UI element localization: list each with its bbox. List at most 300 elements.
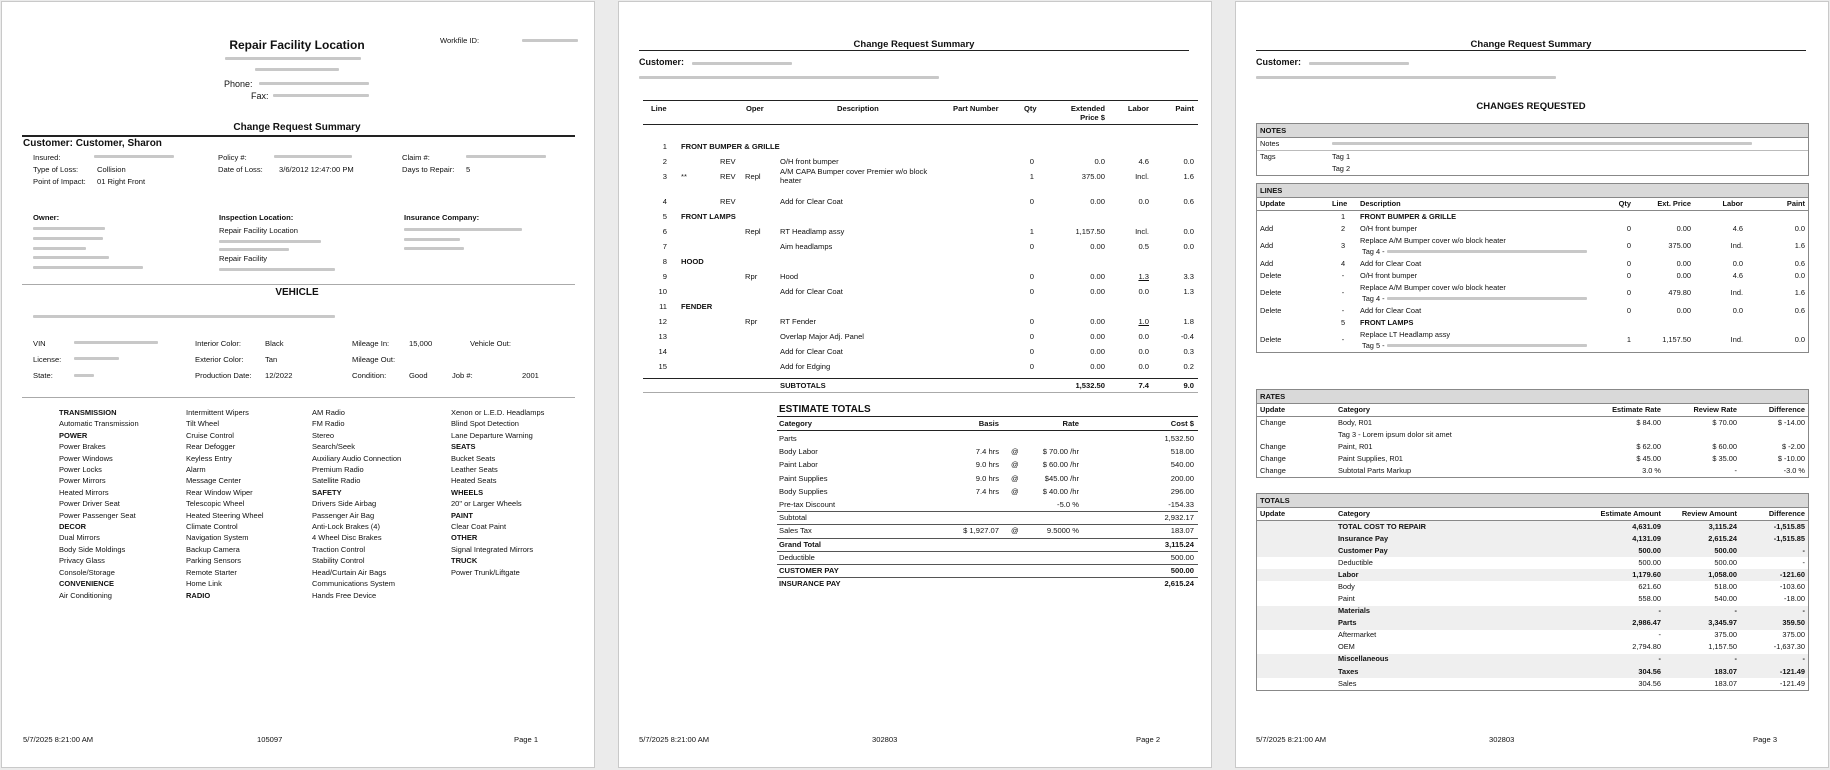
line-description: Aim headlamps xyxy=(780,242,833,251)
line-price: 0.00 xyxy=(1090,347,1105,356)
cell-cat: Deductible xyxy=(1338,557,1373,567)
line-description: O/H front bumper xyxy=(780,157,839,166)
redacted xyxy=(225,57,361,60)
cell-est: - xyxy=(1658,606,1661,616)
line-description: Replace A/M Bumper cover w/o block heater xyxy=(1360,235,1506,245)
divider xyxy=(777,551,1198,552)
rates-table xyxy=(1257,404,1808,477)
cell-update xyxy=(1257,606,1335,618)
redacted xyxy=(404,238,460,241)
line-labor: 1.0 xyxy=(1138,317,1149,326)
cell-desc: O/H front bumper xyxy=(1360,223,1418,233)
tag-label: Tag 4 - xyxy=(1362,246,1385,256)
col-header-oper: Oper xyxy=(746,104,764,113)
redacted xyxy=(692,62,792,65)
line-labor: 0.0 xyxy=(1138,362,1149,371)
line-number: 6 xyxy=(662,227,667,236)
cell-price: 0.00 xyxy=(1676,305,1691,315)
cell-diff: -103.60 xyxy=(1779,582,1805,592)
line-qty: 0 xyxy=(1029,242,1034,251)
redacted xyxy=(33,266,143,269)
footer-id: 105097 xyxy=(257,735,283,744)
redacted xyxy=(219,268,335,271)
option-item: Air Conditioning xyxy=(59,590,112,600)
cell-update: Delete xyxy=(1260,270,1282,280)
est-cost: -154.33 xyxy=(1168,500,1194,509)
divider xyxy=(22,284,575,285)
loss-type-label: Type of Loss: xyxy=(33,165,79,174)
col-header-paint: Paint xyxy=(1746,198,1808,211)
cell-cat: OEM xyxy=(1338,642,1355,652)
days-label: Days to Repair: xyxy=(402,165,455,174)
cell-price xyxy=(1634,317,1694,329)
redacted xyxy=(1387,297,1587,300)
cell-diff: -1,515.85 xyxy=(1773,521,1805,531)
option-item: Leather Seats xyxy=(451,465,498,475)
cell-line: - xyxy=(1341,305,1345,315)
cell-est: $ 62.00 xyxy=(1636,441,1661,451)
cell-est: $ 45.00 xyxy=(1636,453,1661,463)
date-loss: 3/6/2012 12:47:00 PM xyxy=(279,165,354,174)
cell-diff: -121.49 xyxy=(1779,678,1805,688)
col-header-line: Line xyxy=(651,104,667,113)
line-tag xyxy=(1360,295,1591,304)
line-paint: 0.2 xyxy=(1183,362,1194,371)
cell-price: 479.80 xyxy=(1668,288,1691,298)
option-group-heading: TRUCK xyxy=(451,556,478,566)
redacted xyxy=(33,256,109,259)
option-group-heading: PAINT xyxy=(451,510,473,520)
int-color: Black xyxy=(265,339,284,348)
line-labor: Incl. xyxy=(1135,172,1149,181)
line-labor: 4.6 xyxy=(1138,157,1149,166)
table-row xyxy=(1257,666,1808,678)
option-item: Rear Window Wiper xyxy=(186,487,253,497)
line-description: Add for Clear Coat xyxy=(780,287,843,296)
option-group-heading: CONVENIENCE xyxy=(59,579,115,589)
cell-est: 304.56 xyxy=(1638,678,1661,688)
cell-est: $ 84.00 xyxy=(1636,417,1661,427)
line-description: RT Headlamp assy xyxy=(780,227,845,236)
est-basis: 9.0 hrs xyxy=(975,473,999,483)
redacted xyxy=(33,247,86,250)
cell-diff: -18.00 xyxy=(1784,594,1805,604)
inspection-label: Inspection Location: xyxy=(219,213,294,222)
option-item: Power Mirrors xyxy=(59,476,106,486)
rates-section xyxy=(1256,389,1809,478)
cell-labor: 4.6 xyxy=(1732,270,1743,280)
cell-paint: 0.0 xyxy=(1794,223,1805,233)
table-row xyxy=(1257,305,1808,317)
cell-cat: TOTAL COST TO REPAIR xyxy=(1338,521,1427,531)
cell-est: 558.00 xyxy=(1638,594,1661,604)
redacted xyxy=(466,155,546,158)
mileage-in: 15,000 xyxy=(409,339,433,348)
redacted xyxy=(219,240,321,243)
line-paint: 0.0 xyxy=(1183,242,1194,251)
est-category: INSURANCE PAY xyxy=(779,579,841,589)
line-qty: 0 xyxy=(1029,287,1034,296)
table-row xyxy=(1257,594,1808,606)
job-label: Job #: xyxy=(452,371,473,380)
cell-update: Delete xyxy=(1260,335,1282,345)
cell-paint: 0.0 xyxy=(1794,270,1805,280)
insurance-label: Insurance Company: xyxy=(404,213,480,222)
cell-qty: 0 xyxy=(1626,258,1631,268)
job: 2001 xyxy=(522,371,539,380)
cell-labor: Ind. xyxy=(1730,288,1743,298)
line-description: RT Fender xyxy=(780,317,817,326)
col-header-category: Category xyxy=(1335,404,1584,417)
option-item: 20" or Larger Wheels xyxy=(451,499,522,509)
cell-desc: FRONT BUMPER & GRILLE xyxy=(1360,211,1457,221)
cell-est: 304.56 xyxy=(1638,666,1661,676)
int-color-label: Interior Color: xyxy=(195,339,242,348)
option-item: Power Trunk/Liftgate xyxy=(451,567,520,577)
cell-rev: - xyxy=(1734,654,1737,664)
cell-est: - xyxy=(1658,654,1661,664)
est-basis: 9.0 hrs xyxy=(975,460,999,470)
option-item: Home Link xyxy=(186,579,222,589)
option-item: Anti-Lock Brakes (4) xyxy=(312,522,380,532)
tag-2: Tag 2 xyxy=(1332,163,1351,173)
cell-paint: 0.6 xyxy=(1794,258,1805,268)
cell-est: 3.0 % xyxy=(1642,466,1661,476)
est-at: @ xyxy=(1011,526,1019,536)
table-row xyxy=(1257,282,1808,305)
cell-update: Delete xyxy=(1260,288,1282,298)
redacted xyxy=(74,357,119,360)
line-price: 0.00 xyxy=(1090,272,1105,281)
cell-rev: 500.00 xyxy=(1714,557,1737,567)
option-item: Satellite Radio xyxy=(312,476,361,486)
cell-update xyxy=(1257,533,1335,545)
line-paint: 1.3 xyxy=(1183,287,1194,296)
line-labor: 0.0 xyxy=(1138,197,1149,206)
tags-label: Tags xyxy=(1260,151,1276,161)
line-price: 0.00 xyxy=(1090,362,1105,371)
est-category: Paint Labor xyxy=(779,460,818,470)
cell-diff: - xyxy=(1802,606,1805,616)
cell-qty: 0 xyxy=(1626,241,1631,251)
col-header-update: Update xyxy=(1257,198,1329,211)
option-item: Passenger Air Bag xyxy=(312,510,375,520)
workfile-label: Workfile ID: xyxy=(440,36,480,45)
cell-est: 1,179.60 xyxy=(1632,570,1661,580)
est-category: Sales Tax xyxy=(779,526,812,536)
col-header-description: Description xyxy=(1357,198,1594,211)
est-basis: $ 1,927.07 xyxy=(963,526,999,536)
table-row xyxy=(1257,630,1808,642)
option-item: Rear Defogger xyxy=(186,442,236,452)
redacted xyxy=(1332,142,1752,145)
line-labor: Incl. xyxy=(1135,227,1149,236)
line-price: 0.00 xyxy=(1090,242,1105,251)
line-number: 12 xyxy=(658,317,667,326)
policy-label: Policy #: xyxy=(218,153,247,162)
cell-labor: Ind. xyxy=(1730,241,1743,251)
cell-diff xyxy=(1740,429,1808,441)
license-label: License: xyxy=(33,355,62,364)
mileage-in-label: Mileage In: xyxy=(352,339,390,348)
option-item: Parking Sensors xyxy=(186,556,242,566)
prod-date: 12/2022 xyxy=(265,371,293,380)
est-cost: 2,615.24 xyxy=(1164,579,1194,589)
line-oper: Rpr xyxy=(745,317,758,326)
divider xyxy=(777,430,1198,431)
cell-update xyxy=(1257,630,1335,642)
col-header-category: Category xyxy=(1335,508,1584,521)
line-labor: 0.0 xyxy=(1138,287,1149,296)
line-description: Add for Clear Coat xyxy=(780,347,843,356)
col-header-part-number: Part Number xyxy=(953,104,999,113)
option-item: Body Side Moldings xyxy=(59,544,126,554)
line-paint: 1.8 xyxy=(1183,317,1194,326)
option-item: Power Windows xyxy=(59,453,113,463)
option-item: Navigation System xyxy=(186,533,249,543)
options-column xyxy=(312,407,401,601)
est-rate: $ 40.00 /hr xyxy=(1042,486,1079,496)
line-paint: 0.0 xyxy=(1183,227,1194,236)
option-item: Climate Control xyxy=(186,522,238,532)
option-group-heading: POWER xyxy=(59,430,88,440)
option-group-heading: SAFETY xyxy=(312,487,342,497)
cell-price: 0.00 xyxy=(1676,223,1691,233)
cell-rev: $ 35.00 xyxy=(1712,453,1737,463)
est-category: Paint Supplies xyxy=(779,473,828,483)
redacted xyxy=(1309,62,1409,65)
line-description: Replace A/M Bumper cover w/o block heater xyxy=(1360,282,1506,292)
cell-labor xyxy=(1694,317,1746,329)
option-item: Head/Curtain Air Bags xyxy=(312,567,387,577)
option-item: Signal Integrated Mirrors xyxy=(451,544,534,554)
cell-diff: $ -2.00 xyxy=(1781,441,1805,451)
page-title: Change Request Summary xyxy=(853,39,975,50)
line-paint: 0.3 xyxy=(1183,347,1194,356)
est-rate: -5.0 % xyxy=(1057,500,1079,509)
col-header-review-amount: Review Amount xyxy=(1664,508,1740,521)
est-basis: 7.4 hrs xyxy=(975,447,999,457)
col-header-description: Description xyxy=(837,104,879,113)
line-labor: 0.0 xyxy=(1138,347,1149,356)
cell-cat: Body, R01 xyxy=(1338,417,1372,427)
option-item: Blind Spot Detection xyxy=(451,419,519,429)
prod-date-label: Production Date: xyxy=(195,371,252,380)
cell-diff: $ -14.00 xyxy=(1777,417,1805,427)
est-category: Pre-tax Discount xyxy=(779,500,836,509)
table-row xyxy=(1257,654,1808,666)
line-oper: Rpr xyxy=(745,272,758,281)
option-item: Remote Starter xyxy=(186,567,237,577)
line-number: 15 xyxy=(658,362,667,371)
cell-qty: 0 xyxy=(1626,305,1631,315)
table-row xyxy=(1257,569,1808,581)
redacted xyxy=(219,248,289,251)
est-at: @ xyxy=(1011,447,1019,457)
poi-label: Point of Impact: xyxy=(33,177,86,186)
table-row xyxy=(1257,258,1808,270)
divider xyxy=(777,511,1198,512)
cell-line: 2 xyxy=(1340,223,1346,233)
line-number: 10 xyxy=(658,287,667,296)
line-qty: 0 xyxy=(1029,332,1034,341)
totals-table xyxy=(1257,508,1808,690)
col-header-estimate-rate: Estimate Rate xyxy=(1584,404,1664,417)
option-item: Alarm xyxy=(186,465,206,475)
option-item: Lane Departure Warning xyxy=(451,430,533,440)
cell-qty: 1 xyxy=(1626,335,1631,345)
redacted xyxy=(259,82,369,85)
cell-rev: $ 70.00 xyxy=(1712,417,1737,427)
option-item: Backup Camera xyxy=(186,544,240,554)
option-item: Clear Coat Paint xyxy=(451,522,507,532)
est-cost: 2,932.17 xyxy=(1164,513,1194,523)
col-header-paint: Paint xyxy=(1175,104,1194,113)
col-header-extended: Extended xyxy=(1070,104,1105,113)
options-column xyxy=(186,407,264,601)
line-number: 4 xyxy=(662,197,667,206)
cell-price: 1,157.50 xyxy=(1662,335,1691,345)
est-header-category: Category xyxy=(779,419,812,428)
line-number: 5 xyxy=(662,212,667,221)
divider xyxy=(643,100,1198,101)
cell-cat: Customer Pay xyxy=(1338,545,1388,555)
option-item: Xenon or L.E.D. Headlamps xyxy=(451,408,545,417)
cell-cat: Paint Supplies, R01 xyxy=(1338,453,1403,463)
cell-est: 500.00 xyxy=(1638,557,1661,567)
line-qty: 0 xyxy=(1029,347,1034,356)
line-description: Hood xyxy=(780,272,799,281)
line-price: 375.00 xyxy=(1081,172,1105,181)
option-item: Power Driver Seat xyxy=(59,499,120,509)
line-oper: REV xyxy=(720,197,736,206)
col-header-qty: Qty xyxy=(1594,198,1634,211)
cell-update: Change xyxy=(1260,441,1286,451)
line-section-heading: FENDER xyxy=(681,302,713,311)
option-item: Premium Radio xyxy=(312,465,364,475)
option-item: Telescopic Wheel xyxy=(186,499,245,509)
poi: 01 Right Front xyxy=(97,177,146,186)
line-paint: -0.4 xyxy=(1180,332,1194,341)
cell-cat: Labor xyxy=(1338,570,1359,580)
table-row xyxy=(1257,417,1808,430)
col-header-update: Update xyxy=(1257,508,1335,521)
cell-rev: - xyxy=(1734,466,1737,476)
cell-price: 0.00 xyxy=(1676,270,1691,280)
cell-desc xyxy=(1357,329,1594,352)
option-group-heading: RADIO xyxy=(186,590,211,600)
cell-labor: Ind. xyxy=(1730,335,1743,345)
redacted xyxy=(639,76,939,79)
totals-section xyxy=(1256,493,1809,691)
subtotals-paint: 9.0 xyxy=(1183,381,1194,390)
cell-diff: -1,637.30 xyxy=(1773,642,1805,652)
cell-line: 3 xyxy=(1340,241,1346,251)
option-item: Privacy Glass xyxy=(59,556,105,566)
cell-cat: Miscellaneous xyxy=(1338,654,1389,664)
col-header-estimate-amount: Estimate Amount xyxy=(1584,508,1664,521)
col-header-line: Line xyxy=(1329,198,1357,211)
cell-update xyxy=(1257,594,1335,606)
cell-desc: Add for Clear Coat xyxy=(1360,305,1422,315)
footer-id: 302803 xyxy=(872,735,898,744)
table-row xyxy=(1257,429,1808,441)
col-header-labor: Labor xyxy=(1694,198,1746,211)
line-section-heading: HOOD xyxy=(681,257,704,266)
cell-update xyxy=(1257,581,1335,593)
redacted xyxy=(1256,76,1556,79)
line-labor: 1.3 xyxy=(1138,272,1149,281)
cell-est: 621.60 xyxy=(1638,582,1661,592)
option-item: Power Locks xyxy=(59,465,102,475)
cell-price: 0.00 xyxy=(1676,258,1691,268)
divider xyxy=(643,124,1198,125)
line-number: 8 xyxy=(662,257,667,266)
cell-paint: 0.0 xyxy=(1794,335,1805,345)
line-price: 0.00 xyxy=(1090,332,1105,341)
cell-line: - xyxy=(1341,288,1345,298)
line-qty: 0 xyxy=(1029,362,1034,371)
est-at: @ xyxy=(1011,460,1019,470)
redacted xyxy=(1387,250,1587,253)
owner-label: Owner: xyxy=(33,213,60,222)
date-loss-label: Date of Loss: xyxy=(218,165,263,174)
line-number: 14 xyxy=(658,347,667,356)
mileage-out-label: Mileage Out: xyxy=(352,355,396,364)
cell-rev: - xyxy=(1734,606,1737,616)
insured-label: Insured: xyxy=(33,153,61,162)
line-paint: 1.6 xyxy=(1183,172,1194,181)
est-rate: $ 70.00 /hr xyxy=(1042,447,1079,457)
col-header-price: Price $ xyxy=(1080,113,1105,122)
line-number: 7 xyxy=(662,242,667,251)
divider xyxy=(1256,50,1806,51)
page-1 xyxy=(1,1,595,768)
table-row xyxy=(1257,329,1808,352)
days: 5 xyxy=(466,165,471,174)
line-oper: REV xyxy=(720,172,736,181)
cell-desc: Add for Clear Coat xyxy=(1360,258,1422,268)
cell-qty xyxy=(1594,211,1634,224)
line-oper: Repl xyxy=(745,227,761,236)
notes-section xyxy=(1256,123,1809,176)
condition: Good xyxy=(409,371,428,380)
table-row xyxy=(1257,642,1808,654)
line-labor: 0.5 xyxy=(1138,242,1149,251)
page-number: Page 3 xyxy=(1753,735,1778,744)
est-cost: 540.00 xyxy=(1170,460,1194,470)
tag-1: Tag 1 xyxy=(1332,151,1351,161)
option-group-heading: OTHER xyxy=(451,533,478,543)
customer-label: Customer: xyxy=(1256,57,1302,67)
option-item: FM Radio xyxy=(312,419,345,429)
cell-update: Add xyxy=(1260,241,1274,251)
line-number: 1 xyxy=(662,142,667,151)
notes-header: NOTES xyxy=(1257,124,1808,138)
table-row xyxy=(1257,211,1808,224)
divider xyxy=(22,135,575,137)
est-at: @ xyxy=(1011,473,1019,483)
est-basis: 7.4 hrs xyxy=(975,486,999,496)
cell-rev: 3,115.24 xyxy=(1708,521,1737,531)
line-section-heading: FRONT BUMPER & GRILLE xyxy=(681,142,780,151)
cell-qty xyxy=(1594,317,1634,329)
fax-label: Fax: xyxy=(251,91,269,101)
line-description: A/M CAPA Bumper cover Premier w/o block heater xyxy=(780,167,928,186)
cell-paint: 0.6 xyxy=(1794,305,1805,315)
cell-desc: O/H front bumper xyxy=(1360,270,1418,280)
cell-update xyxy=(1257,557,1335,569)
